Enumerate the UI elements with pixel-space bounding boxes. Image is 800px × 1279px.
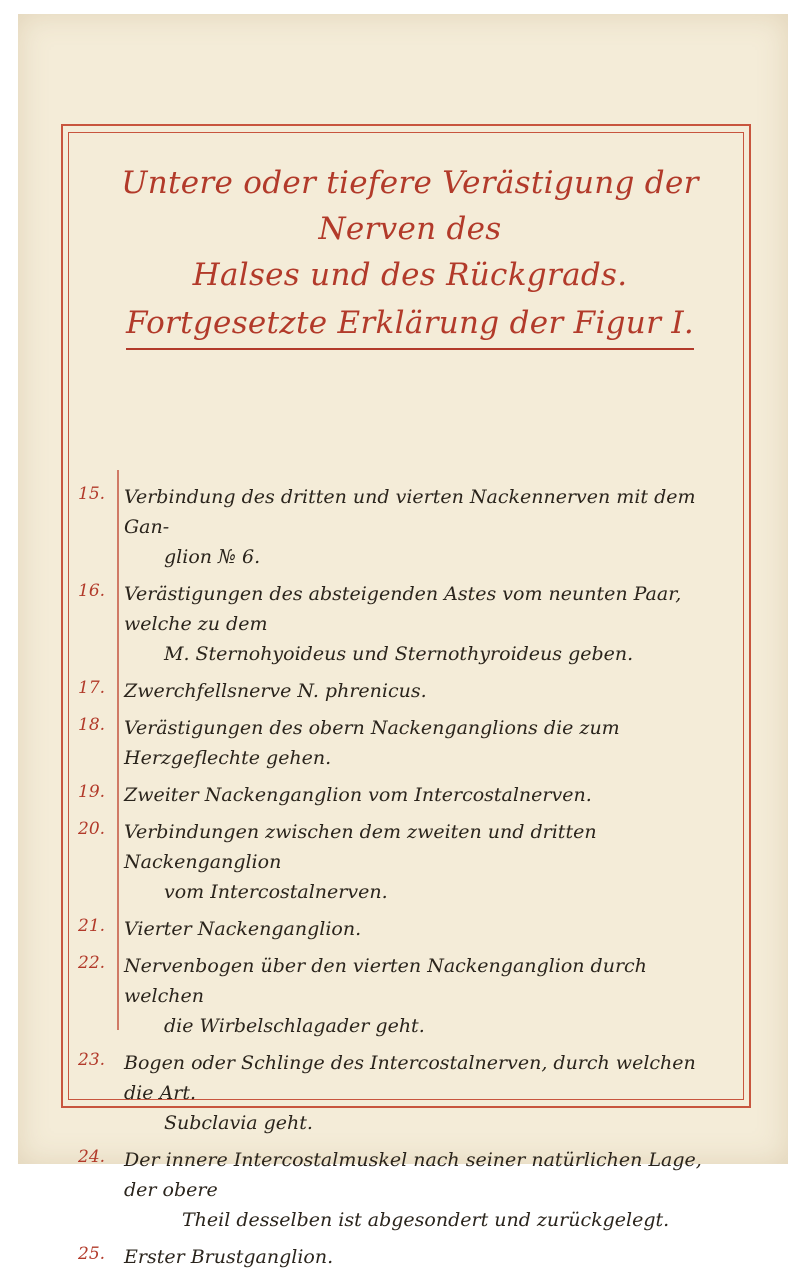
list-item	[78, 817, 718, 907]
list-item	[78, 1145, 718, 1235]
entry-number: 23.	[78, 1050, 106, 1070]
entry-number: 21.	[78, 916, 106, 936]
entry-text: Verästigungen des obern Nackenganglions die zum Herzgeflechte gehen.	[124, 717, 620, 769]
entry-number: 18.	[78, 715, 106, 735]
entry-text: Erster Brustganglion.	[124, 1246, 334, 1268]
entry-text: Verbindungen zwischen dem zweiten und dritten Nackenganglion	[124, 821, 597, 873]
entry-number: 25.	[78, 1244, 106, 1264]
entry-number: 19.	[78, 782, 106, 802]
entry-number: 22.	[78, 953, 106, 973]
list-item	[78, 713, 718, 773]
entry-continuation: vom Intercostalnerven.	[164, 881, 388, 903]
entry-continuation: Theil desselben ist abgesondert und zurückgelegt.	[182, 1209, 670, 1231]
entry-text: Verästigungen des absteigenden Astes vom neunten Paar, welche zu dem	[124, 583, 682, 635]
list-item	[78, 780, 718, 810]
title-line-1: Untere oder tiefere Verästigung der Nerven des	[121, 165, 699, 247]
list-item	[78, 579, 718, 669]
entry-number: 16.	[78, 581, 106, 601]
page-title	[100, 160, 720, 350]
entry-number: 20.	[78, 819, 106, 839]
entry-text: Vierter Nackenganglion.	[124, 918, 362, 940]
list-item	[78, 482, 718, 572]
list-item	[78, 914, 718, 944]
entry-text: Nervenbogen über den vierten Nackenganglion durch welchen	[124, 955, 647, 1007]
entry-text: Zweiter Nackenganglion vom Intercostalnerven.	[124, 784, 592, 806]
entry-text: Zwerchfellsnerve N. phrenicus.	[124, 680, 427, 702]
list-item	[78, 1242, 718, 1272]
list-item	[78, 676, 718, 706]
entry-number: 24.	[78, 1147, 106, 1167]
entry-number: 17.	[78, 678, 106, 698]
entry-continuation: M. Sternohyoideus und Sternothyroideus geben.	[164, 643, 634, 665]
list-item	[78, 1048, 718, 1138]
entry-continuation: Subclavia geht.	[164, 1112, 313, 1134]
list-item	[78, 951, 718, 1041]
entry-continuation: die Wirbelschlagader geht.	[164, 1015, 425, 1037]
entry-continuation: glion № 6.	[164, 546, 261, 568]
entry-list	[78, 482, 718, 1279]
entry-text: Verbindung des dritten und vierten Nackennerven mit dem Gan-	[124, 486, 696, 538]
title-line-3: Fortgesetzte Erklärung der Figur I.	[126, 300, 694, 350]
entry-number: 15.	[78, 484, 106, 504]
entry-text: Bogen oder Schlinge des Intercostalnerven, durch welchen die Art.	[124, 1052, 696, 1104]
entry-text: Der innere Intercostalmuskel nach seiner natürlichen Lage, der obere	[124, 1149, 702, 1201]
title-line-2: Halses und des Rückgrads.	[192, 257, 628, 293]
